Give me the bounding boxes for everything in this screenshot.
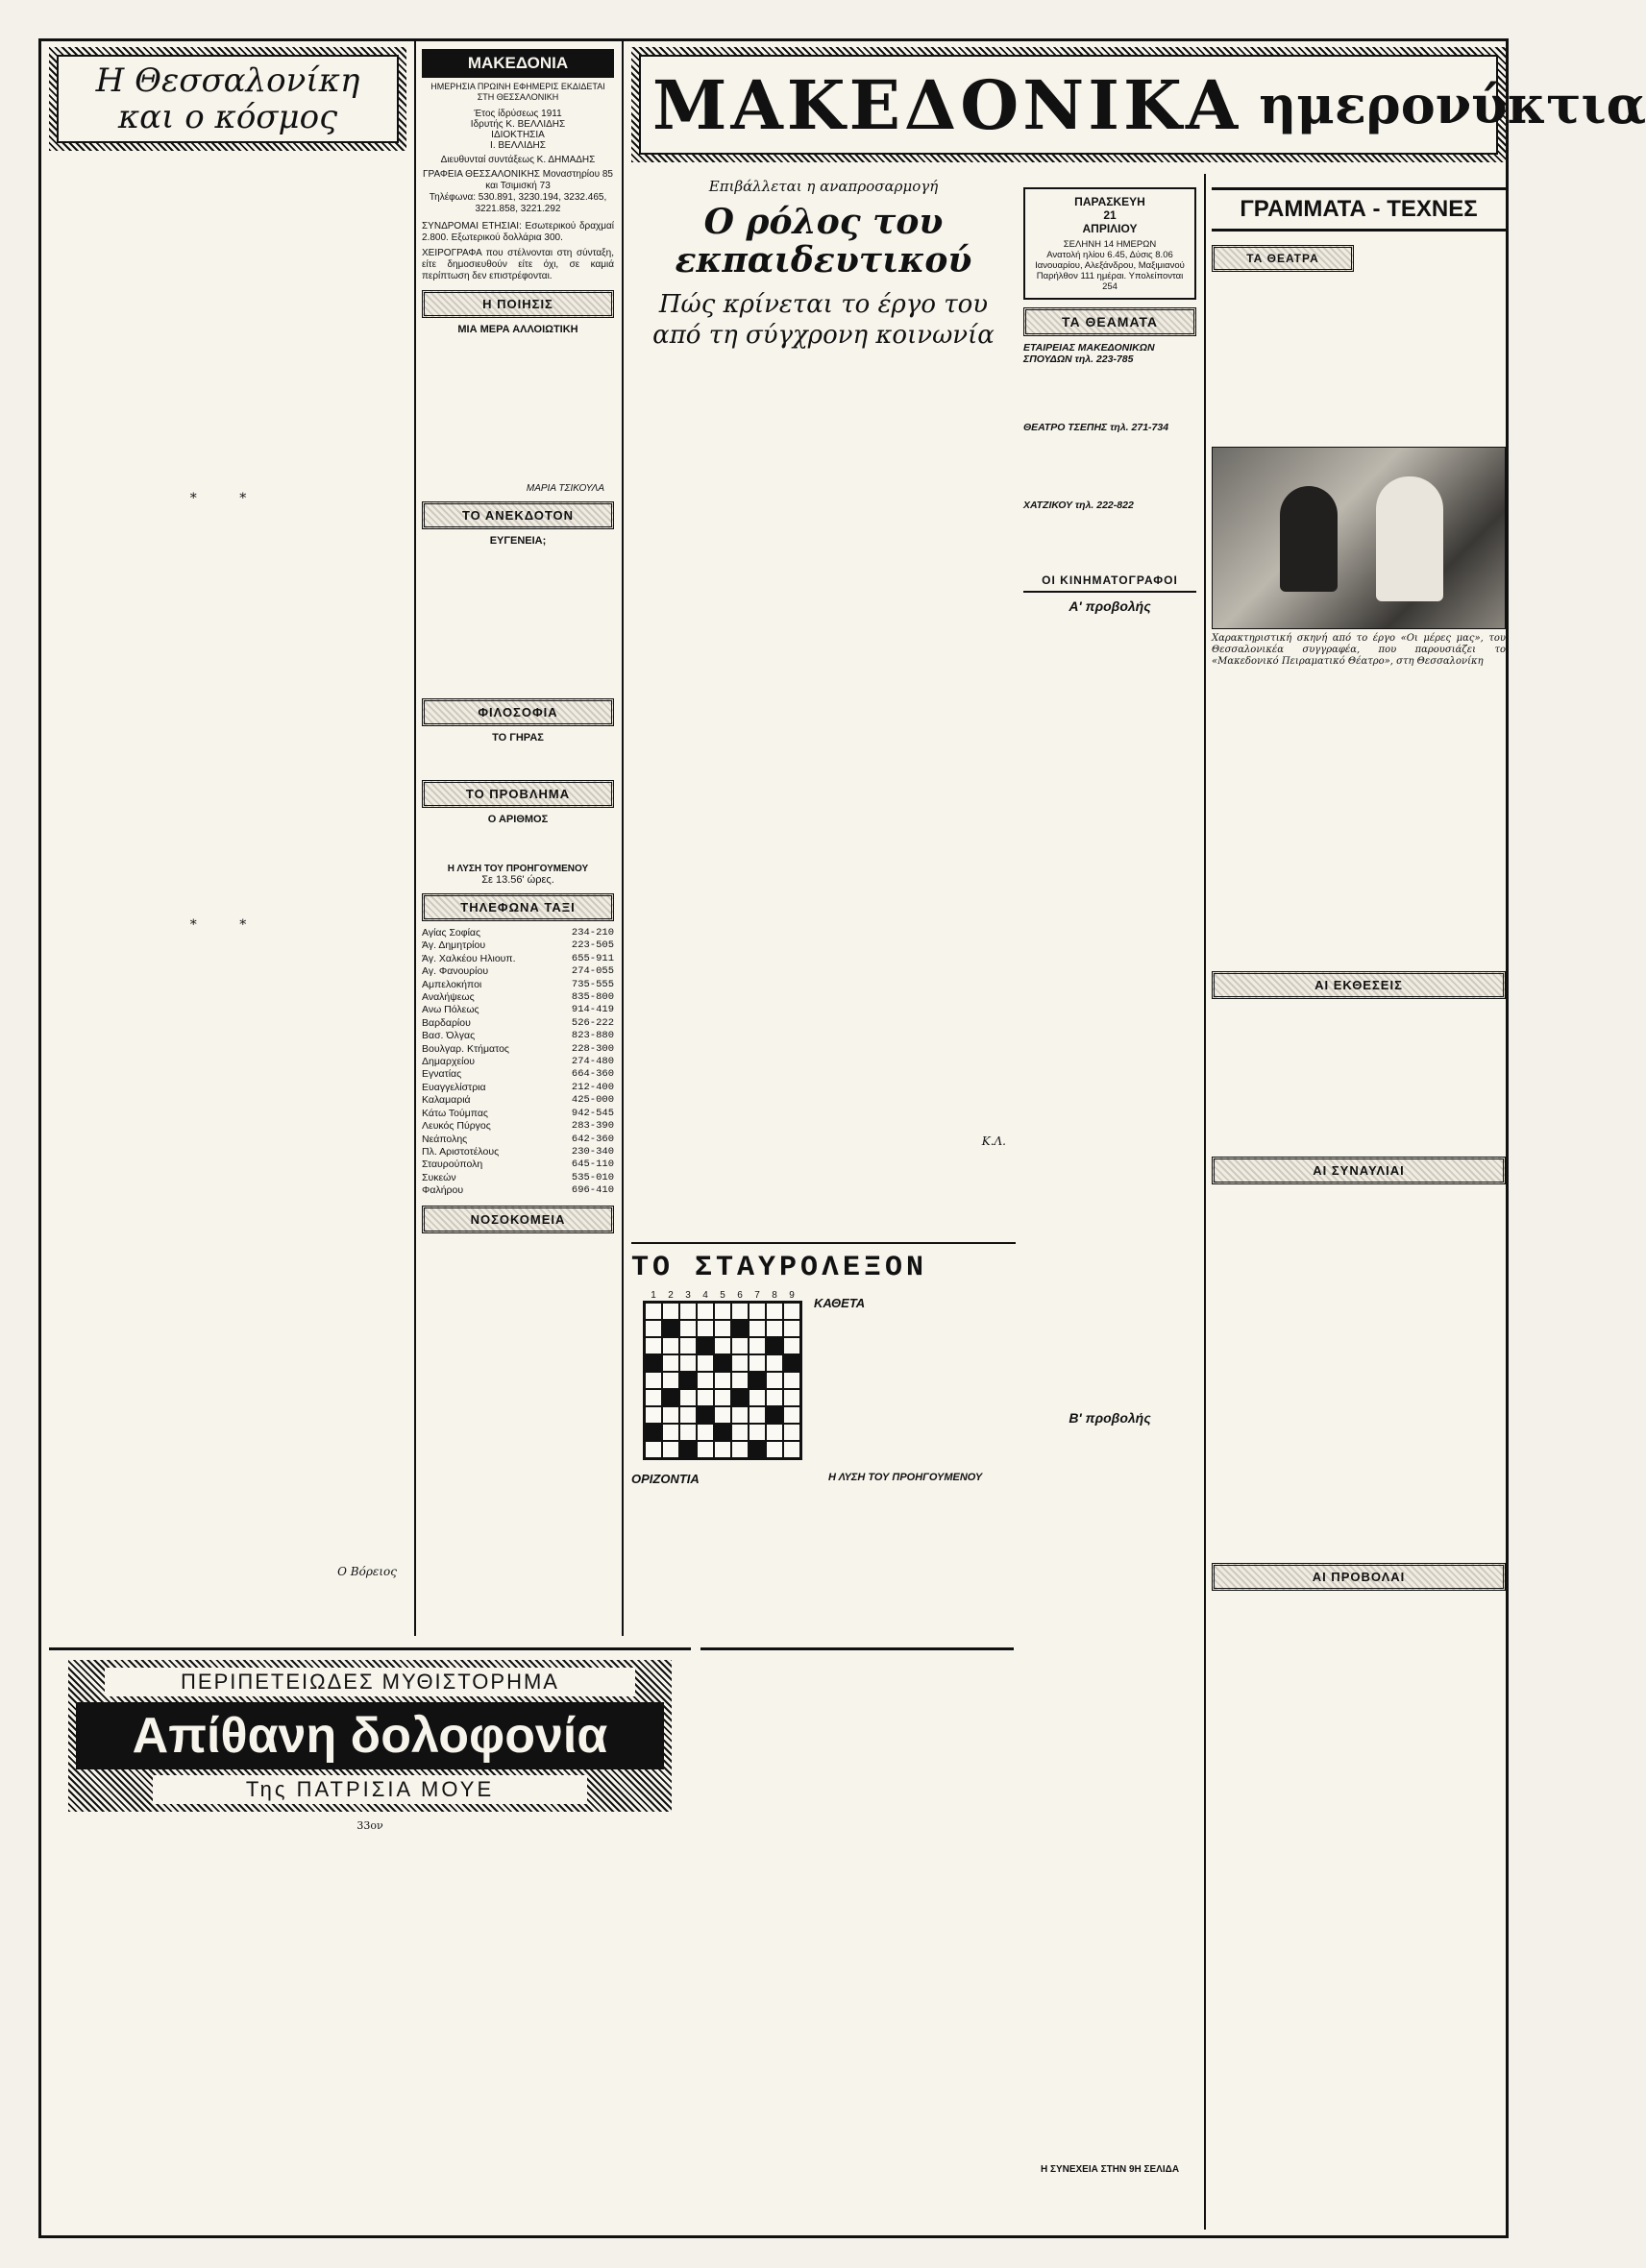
taxi-stand: Ευαγγελίστρια (422, 1081, 486, 1093)
taxi-phone: 274-480 (571, 1056, 614, 1068)
down-clues (814, 1313, 1016, 1457)
crossword-cell (783, 1406, 800, 1424)
taxi-row (422, 979, 614, 991)
publisher: Ι. ΒΕΛΛΙΔΗΣ (490, 140, 546, 151)
taxi-phone: 212-400 (571, 1081, 614, 1093)
section-divider: * * (189, 917, 266, 933)
article-subhead: Πώς κρίνεται το έργο του από τη σύγχρονη κοινωνία (652, 290, 995, 350)
crossword-cell (662, 1354, 679, 1372)
crossword-cell (645, 1337, 662, 1354)
crossword-cell (731, 1303, 749, 1320)
arts-theaters-heading: ΤΑ ΘΕΑΤΡΑ (1212, 245, 1354, 272)
founded-year: Έτος ίδρύσεως 1911 (474, 109, 562, 119)
taxi-phone: 230-340 (571, 1145, 614, 1158)
crossword-cell (645, 1441, 662, 1458)
taxi-stand: Καλαμαριά (422, 1094, 471, 1107)
banner-title: ΜΑΚΕΔΟΝΙΚΑ (652, 64, 1242, 145)
taxi-row (422, 1120, 614, 1133)
left-article-5 (49, 1359, 406, 1561)
crossword-cell (766, 1303, 783, 1320)
taxi-stand: Αγίας Σοφίας (422, 927, 481, 939)
crossword-cell (766, 1389, 783, 1406)
philosophy-text (422, 744, 614, 772)
newspaper-page (38, 38, 1646, 2238)
crossword-cell (766, 1320, 783, 1337)
crossword-cell (749, 1337, 766, 1354)
taxi-phone: 223-505 (571, 939, 614, 952)
screenings-heading: ΑΙ ΠΡΟΒΟΛΑΙ (1212, 1563, 1506, 1591)
crossword-column-number: 4 (702, 1290, 708, 1301)
crossword-column-number: 9 (789, 1290, 795, 1301)
concerts-heading: ΑΙ ΣΥΝΑΥΛΙΑΙ (1212, 1157, 1506, 1184)
crossword-column-number: 7 (754, 1290, 760, 1301)
poem-text (422, 335, 614, 479)
taxi-phone: 283-390 (571, 1120, 614, 1133)
second-run-list (1023, 1428, 1196, 2158)
serial-novel (49, 1647, 691, 2233)
second-run-heading: Β' προβολής (1069, 1410, 1151, 1426)
crossword-cell (731, 1406, 749, 1424)
problem-solution-heading: Η ΛΥΣΗ ΤΟΥ ΠΡΟΗΓΟΥΜΕΝΟΥ (447, 864, 589, 874)
taxi-row (422, 1158, 614, 1171)
crossword-cell (714, 1372, 731, 1389)
crossword-cell (766, 1372, 783, 1389)
article-col-2 (828, 362, 1016, 1131)
crossword-cell (766, 1354, 783, 1372)
anecdote-heading: ΤΟ ΑΝΕΚΔΟΤΟΝ (422, 501, 614, 529)
left-column (49, 41, 406, 1636)
serial-title-box (68, 1660, 672, 1812)
column-rule (622, 41, 624, 1636)
society-listing: ΕΤΑΙΡΕΙΑΣ ΜΑΚΕΔΟΝΙΚΩΝ ΣΠΟΥΔΩΝ τηλ. 223-785 (1023, 342, 1155, 365)
crossword-column-numbers (631, 1290, 802, 1301)
serial-title: Απίθανη δολοφονία (76, 1702, 664, 1769)
taxi-stand: Σταυρούπολη (422, 1158, 483, 1171)
down-heading: ΚΑΘΕΤΑ (814, 1296, 866, 1310)
crossword-column-number: 1 (651, 1290, 656, 1301)
crossword-cell (714, 1424, 731, 1441)
crossword-cell (783, 1320, 800, 1337)
days-count: Παρήλθον 111 ημέραι. Υπολείπονται 254 (1036, 271, 1184, 292)
anecdote-text (422, 547, 614, 691)
crossword-cell (662, 1320, 679, 1337)
taxi-stand: Αναλήψεως (422, 991, 475, 1004)
column-masthead (49, 47, 406, 151)
taxi-stand: Άγ. Χαλκέου Ηλιουπ. (422, 952, 516, 964)
photo-caption: Χαρακτηριστική σκηνή από το έργο «Οι μέρες μας», του Θεσσαλονικέα συγγραφέα, που παρουσιάζει το «Μακεδονικό Πειραματικό Θέατρο», στη Θεσσαλονίκη (1212, 633, 1506, 667)
date-box (1023, 187, 1196, 300)
first-run-heading: Α' προβολής (1069, 598, 1151, 614)
section-divider: * * (189, 491, 266, 506)
taxi-stand: Βουλγαρ. Κτήματος (422, 1042, 509, 1055)
poem-title: ΜΙΑ ΜΕΡΑ ΑΛΛΟΙΩΤΙΚΗ (457, 324, 578, 335)
crossword-cell (714, 1354, 731, 1372)
taxi-stand: Άγ. Δημητρίου (422, 939, 486, 952)
crossword-cell (714, 1406, 731, 1424)
crossword-cell (679, 1389, 697, 1406)
tsepi-listing: ΘΕΑΤΡΟ ΤΣΕΠΗΣ τηλ. 271-734 (1023, 422, 1169, 433)
crossword-cell (749, 1406, 766, 1424)
crossword-column-number: 5 (720, 1290, 725, 1301)
taxi-phone: 664-360 (571, 1068, 614, 1081)
column-rule (1204, 174, 1206, 2230)
crossword-cell (679, 1303, 697, 1320)
offices: ΓΡΑΦΕΙΑ ΘΕΣΣΑΛΟΝΙΚΗΣ Μοναστηρίου 85 και Τσιμισκή 73 (423, 169, 613, 191)
taxi-phone: 535-010 (571, 1171, 614, 1183)
newspaper-logo (422, 49, 614, 78)
taxi-row (422, 1030, 614, 1042)
taxi-row (422, 1108, 614, 1120)
manuscripts-note: ΧΕΙΡΟΓΡΑΦΑ που στέλνονται στη σύνταξη, είτε δημοσιευθούν είτε όχι, σε καμιά περίπτωση δεν επιστρέφονται. (422, 248, 614, 281)
crossword-solution-heading: Η ΛΥΣΗ ΤΟΥ ΠΡΟΗΓΟΥΜΕΝΟΥ (828, 1472, 983, 1483)
column-rule (414, 41, 416, 1636)
chatzikou-text (1023, 514, 1196, 562)
moon-phase: ΣΕΛΗΝΗ 14 ΗΜΕΡΩΝ (1063, 239, 1157, 250)
crossword-cell (749, 1303, 766, 1320)
philosophy-heading: ΦΙΛΟΣΟΦΙΑ (422, 698, 614, 726)
crossword-cell (645, 1389, 662, 1406)
taxi-row (422, 1056, 614, 1068)
crossword (631, 1242, 1016, 1626)
crossword-cell (731, 1337, 749, 1354)
crossword-cell (783, 1441, 800, 1458)
crossword-solution (828, 1486, 1016, 1621)
crossword-cell (679, 1372, 697, 1389)
theater-review (1212, 278, 1354, 441)
taxi-row (422, 1172, 614, 1184)
crossword-cell (645, 1372, 662, 1389)
taxi-phone: 228-300 (571, 1042, 614, 1055)
crossword-cell (679, 1441, 697, 1458)
column-masthead-title: Η Θεσσαλονίκη και ο κόσμος (57, 55, 399, 143)
crossword-cell (766, 1441, 783, 1458)
taxi-stand: Βαρδαρίου (422, 1016, 471, 1029)
crossword-cell (645, 1354, 662, 1372)
crossword-cell (662, 1406, 679, 1424)
taxi-stand: Εγνατίας (422, 1068, 462, 1081)
crossword-cell (679, 1406, 697, 1424)
crossword-cell (697, 1354, 714, 1372)
taxi-row (422, 991, 614, 1004)
problem-text (422, 825, 614, 864)
saints-day: Ιανουαρίου, Αλεξάνδρου, Μαξιμιανού (1035, 260, 1185, 271)
crossword-cell (697, 1441, 714, 1458)
serial-author: Της ΠΑΤΡΙΣΙΑ ΜΟΥΕ (153, 1775, 587, 1804)
crossword-cell (645, 1303, 662, 1320)
crossword-cell (714, 1320, 731, 1337)
crossword-cell (662, 1441, 679, 1458)
taxi-row (422, 1004, 614, 1016)
taxi-row (422, 939, 614, 952)
taxi-stand: Συκεών (422, 1171, 456, 1183)
crossword-cell (662, 1303, 679, 1320)
crossword-column-number: 8 (772, 1290, 777, 1301)
crossword-cell (749, 1389, 766, 1406)
listings-column (1023, 174, 1196, 2230)
date-day: ΠΑΡΑΣΚΕΥΗ (1074, 195, 1145, 208)
crossword-cell (662, 1337, 679, 1354)
crossword-grid (643, 1301, 802, 1460)
poem-author: ΜΑΡΙΑ ΤΣΙΚΟΥΛΑ (526, 483, 604, 494)
crossword-cell (731, 1320, 749, 1337)
date-month: ΑΠΡΙΛΙΟΥ (1082, 222, 1138, 235)
crossword-cell (731, 1354, 749, 1372)
taxi-phone: 696-410 (571, 1184, 614, 1197)
taxi-row (422, 1184, 614, 1197)
crossword-cell (783, 1354, 800, 1372)
taxi-stand: Φαλήρου (422, 1184, 464, 1197)
editor-director: Διευθυνταί συντάξεως Κ. ΔΗΜΑΔΗΣ (440, 155, 596, 165)
taxi-phone: 735-555 (571, 978, 614, 990)
taxi-phone: 425-000 (571, 1094, 614, 1107)
theaters-heading: ΤΑ ΘΕΑΜΑΤΑ (1023, 307, 1196, 336)
crossword-cell (679, 1354, 697, 1372)
crossword-cell (697, 1372, 714, 1389)
crossword-cell (749, 1441, 766, 1458)
crossword-cell (766, 1424, 783, 1441)
taxi-row (422, 1043, 614, 1056)
problem-answer: Σε 13.56' ώρες. (481, 874, 554, 886)
owner-label: ΙΔΙΟΚΤΗΣΙΑ (491, 130, 545, 140)
taxi-row (422, 1017, 614, 1030)
arts-notes (1362, 237, 1506, 434)
crossword-cell (749, 1320, 766, 1337)
article-kicker: Επιβάλλεται η αναπροσαρμογή (708, 178, 939, 195)
crossword-cell (731, 1372, 749, 1389)
lower-col-1 (700, 1658, 853, 2225)
crossword-cell (679, 1424, 697, 1441)
crossword-cell (679, 1337, 697, 1354)
taxi-stand: Πλ. Αριστοτέλους (422, 1145, 500, 1158)
taxi-row (422, 1146, 614, 1158)
section-banner (631, 47, 1646, 162)
taxi-phone: 642-360 (571, 1133, 614, 1145)
crossword-cell (679, 1320, 697, 1337)
taxi-stand: Αγ. Φανουρίου (422, 965, 489, 978)
taxi-row (422, 953, 614, 965)
phones: Τηλέφωνα: 530.891, 3230.194, 3232.465, 3221.858, 3221.292 (429, 192, 607, 214)
taxi-heading: ΤΗΛΕΦΩΝΑ ΤΑΞΙ (422, 893, 614, 921)
crossword-cell (731, 1441, 749, 1458)
poetry-heading: Η ΠΟΙΗΣΙΣ (422, 290, 614, 318)
left-signature: Ο Βόρειος (337, 1565, 397, 1578)
main-article (631, 174, 1016, 1231)
taxi-stand: Ανω Πόλεως (422, 1004, 479, 1016)
crossword-cell (714, 1303, 731, 1320)
taxi-phone: 645-110 (571, 1158, 614, 1171)
crossword-cell (662, 1372, 679, 1389)
taxi-row (422, 1068, 614, 1081)
taxi-row (422, 1094, 614, 1107)
crossword-cell (697, 1424, 714, 1441)
taxi-phone: 835-800 (571, 991, 614, 1004)
crossword-cell (697, 1337, 714, 1354)
hospitals-text (422, 1239, 614, 1326)
left-article-4 (49, 1225, 406, 1359)
crossword-cell (645, 1424, 662, 1441)
crossword-cell (645, 1320, 662, 1337)
logo-text: ΜΑΚΕΔΟΝΙΑ (467, 54, 569, 72)
crossword-cell (662, 1389, 679, 1406)
crossword-cell (697, 1303, 714, 1320)
screenings-text (1212, 1597, 1506, 2048)
taxi-stand: Νεάπολης (422, 1133, 468, 1145)
arts-column (1212, 174, 1506, 2230)
taxi-phone: 655-911 (571, 952, 614, 964)
serial-col-2 (374, 1832, 685, 2216)
across-heading: ΟΡΙΖΟΝΤΙΑ (631, 1472, 700, 1486)
taxi-row (422, 1082, 614, 1094)
taxi-phone: 914-419 (571, 1004, 614, 1016)
crossword-title: ΤΟ ΣΤΑΥΡΟΛΕΞΟΝ (631, 1252, 928, 1284)
left-article-1 (49, 160, 406, 487)
continued-note: Η ΣΥΝΕΧΕΙΑ ΣΤΗΝ 9Η ΣΕΛΙΔΑ (1040, 2164, 1180, 2175)
crossword-cell (714, 1337, 731, 1354)
crossword-cell (783, 1424, 800, 1441)
crossword-cell (766, 1406, 783, 1424)
concerts-text (1212, 1190, 1506, 1555)
crossword-cell (662, 1424, 679, 1441)
crossword-cell (749, 1424, 766, 1441)
crossword-cell (749, 1354, 766, 1372)
crossword-cell (645, 1406, 662, 1424)
society-text (1023, 368, 1196, 416)
taxi-row (422, 965, 614, 978)
crossword-cell (697, 1406, 714, 1424)
crossword-cell (714, 1441, 731, 1458)
serial-kicker: ΠΕΡΙΠΕΤΕΙΩΔΕΣ ΜΥΘΙΣΤΟΡΗΜΑ (105, 1668, 635, 1696)
serial-col-1 (53, 1832, 364, 2216)
crossword-column-number: 2 (668, 1290, 674, 1301)
lower-col-2 (861, 1658, 1014, 2225)
philosophy-title: ΤΟ ΓΗΡΑΣ (492, 732, 544, 744)
cinema-heading: ΟΙ ΚΙΝΗΜΑΤΟΓΡΑΦΟΙ (1023, 570, 1196, 593)
date-number: 21 (1103, 208, 1117, 222)
crossword-cell (697, 1320, 714, 1337)
taxi-row (422, 1134, 614, 1146)
taxi-phone: 823-880 (571, 1030, 614, 1042)
taxi-list (422, 927, 614, 1198)
crossword-column-number: 6 (737, 1290, 743, 1301)
taxi-phone: 234-210 (571, 927, 614, 939)
left-article-2 (49, 510, 406, 914)
founder: Ιδρυτής Κ. ΒΕΛΛΙΔΗΣ (470, 119, 566, 130)
taxi-stand: Δημαρχείου (422, 1056, 476, 1068)
banner-subtitle: ημερονύκτια (1259, 74, 1646, 135)
taxi-phone: 274-055 (571, 965, 614, 978)
arts-heading: ΓΡΑΜΜΑΤΑ - ΤΕΧΝΕΣ (1212, 187, 1506, 232)
photo-figure (1280, 486, 1338, 592)
theater-photo (1212, 447, 1506, 629)
taxi-phone: 942-545 (571, 1107, 614, 1119)
crossword-cell (714, 1389, 731, 1406)
article-signature: Κ.Λ. (981, 1134, 1006, 1148)
crossword-cell (766, 1337, 783, 1354)
crossword-cell (783, 1303, 800, 1320)
chatzikou-listing: ΧΑΤΖΙΚΟΥ τηλ. 222-822 (1023, 500, 1134, 511)
across-clues (631, 1489, 819, 1623)
taxi-stand: Αμπελοκήποι (422, 978, 482, 990)
problem-heading: ΤΟ ΠΡΟΒΛΗΜΑ (422, 780, 614, 808)
crossword-cell (731, 1389, 749, 1406)
tsepi-text (1023, 436, 1196, 494)
sunrise-sunset: Ανατολή ηλίου 6.45, Δύσις 8.06 (1046, 250, 1173, 260)
hospitals-heading: ΝΟΣΟΚΟΜΕΙΑ (422, 1206, 614, 1233)
anecdote-title: ΕΥΓΕΝΕΙΑ; (489, 535, 547, 547)
exhibitions-text (1212, 1005, 1506, 1149)
logo-subtitle: ΗΜΕΡΗΣΙΑ ΠΡΩΙΝΗ ΕΦΗΜΕΡΙΣ ΕΚΔΙΔΕΤΑΙ ΣΤΗ ΘΕΣΣΑΛΟΝΙΚΗ (430, 82, 605, 102)
crossword-column-number: 3 (685, 1290, 691, 1301)
crossword-cell (697, 1389, 714, 1406)
taxi-row (422, 927, 614, 939)
info-column (422, 41, 614, 1636)
taxi-phone: 526-222 (571, 1016, 614, 1029)
crossword-cell (783, 1372, 800, 1389)
taxi-stand: Βασ. Όλγας (422, 1030, 476, 1042)
problem-title: Ο ΑΡΙΘΜΟΣ (487, 814, 549, 825)
taxi-stand: Λευκός Πύργος (422, 1120, 491, 1133)
arts-text-1 (1212, 675, 1506, 963)
crossword-cell (783, 1337, 800, 1354)
lower-article (700, 1647, 1014, 2233)
taxi-stand: Κάτω Τούμπας (422, 1107, 488, 1119)
serial-episode: 33ον (356, 1819, 383, 1832)
crossword-cell (749, 1372, 766, 1389)
photo-figure (1376, 476, 1443, 601)
crossword-cell (731, 1424, 749, 1441)
article-headline: Ο ρόλος του εκπαιδευτικού (675, 202, 972, 280)
exhibitions-heading: ΑΙ ΕΚΘΕΣΕΙΣ (1212, 971, 1506, 999)
left-article-3 (49, 937, 406, 1225)
crossword-cell (783, 1389, 800, 1406)
first-run-list (1023, 617, 1196, 1404)
subscriptions: ΣΥΝΔΡΟΜΑΙ ΕΤΗΣΙΑΙ: Εσωτερικού δραχμαί 2.800. Εξωτερικού δολλάρια 300. (422, 221, 614, 243)
article-col-1 (631, 362, 819, 1131)
